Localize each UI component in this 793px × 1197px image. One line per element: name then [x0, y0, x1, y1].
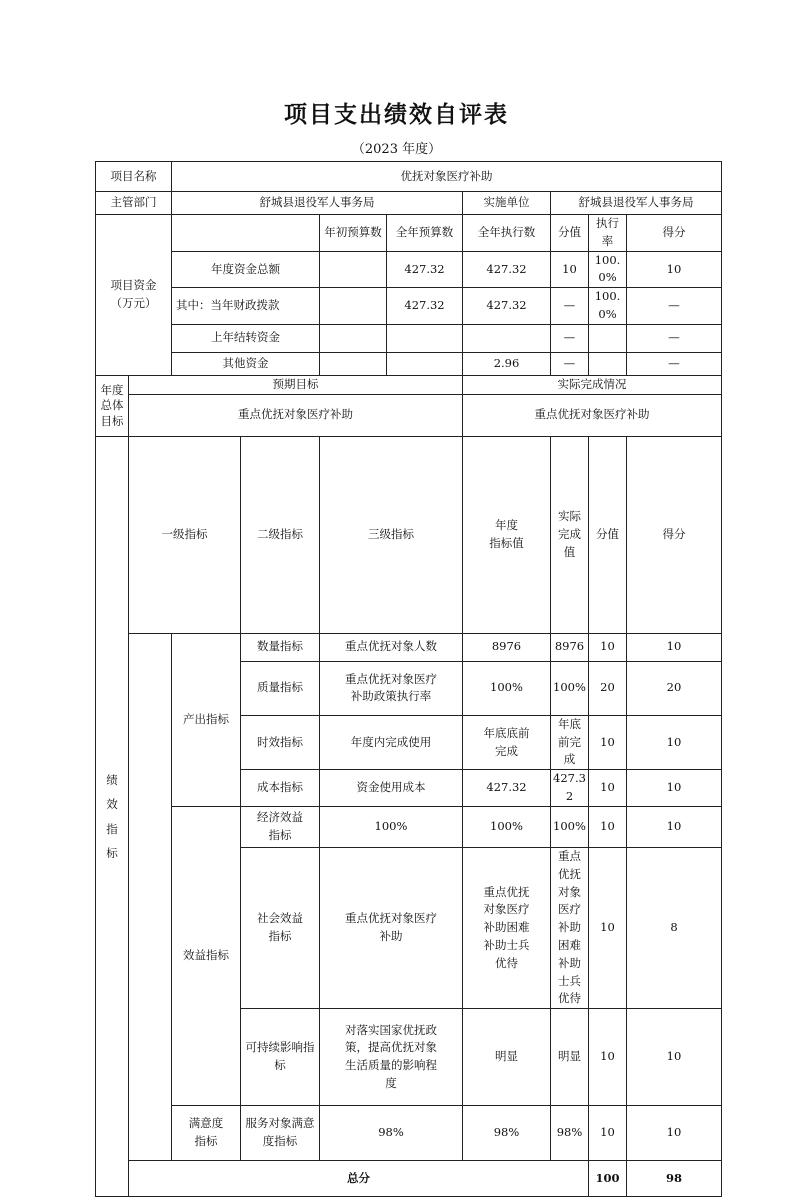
indicators-header-row	[96, 436, 722, 633]
department-name: 舒城县退役军人事务局	[172, 192, 463, 215]
performance-table	[95, 161, 722, 1197]
indicator-row-social: 社会效益 指标 重点优抚对象医疗 补助 重点优抚 对象医疗 补助困难 补助士兵 优待 重点优抚对象 医疗补助困难 补助士兵优待 10 8	[96, 847, 722, 1008]
actual-goal-header: 实际完成情况	[463, 375, 722, 394]
funds-header-blank	[172, 215, 320, 252]
header-score: 得分	[627, 215, 722, 252]
benefit-indicator-label: 效益指标	[172, 806, 241, 1105]
expected-goal-header: 预期目标	[129, 375, 463, 394]
satisfaction-indicator-label: 满意度 指标	[172, 1106, 241, 1161]
project-name-label: 项目名称	[96, 162, 172, 192]
indicator-row-quality: 质量指标 重点优抚对象医疗 补助政策执行率 100% 100% 20 20	[96, 661, 722, 715]
funds-row-total: 年度资金总额 427.32 427.32 10 100.0% 10	[96, 251, 722, 288]
indicator-row-quantity: 产出指标 数量指标 重点优抚对象人数 8976 8976 10 10	[96, 633, 722, 661]
indicators-label: 绩 效 指 标	[96, 436, 129, 1196]
total-label: 总分	[129, 1161, 589, 1197]
funds-header-row	[96, 215, 722, 252]
total-score-value: 100	[589, 1161, 627, 1197]
expected-goal: 重点优抚对象医疗补助	[129, 394, 463, 436]
unit-name: 舒城县退役军人事务局	[551, 192, 722, 215]
header-annual-budget: 全年预算数	[387, 215, 463, 252]
header-level2: 二级指标	[241, 436, 320, 633]
funds-row-other: 其他资金 2.96 — —	[96, 352, 722, 375]
project-name: 优抚对象医疗补助	[172, 162, 722, 192]
header-score-value: 分值	[551, 215, 589, 252]
indicator-row-cost: 成本指标 资金使用成本 427.32 427.32 10 10	[96, 770, 722, 807]
report-year: （2023 年度）	[351, 142, 442, 157]
indicator-row-satisfaction: 满意度 指标 服务对象满意 度指标 98% 98% 98% 10 10	[96, 1106, 722, 1161]
funds-label: 项目资金 （万元）	[96, 215, 172, 376]
unit-label: 实施单位	[463, 192, 551, 215]
department-label: 主管部门	[96, 192, 172, 215]
indicator-row-economic: 效益指标 经济效益 指标 100% 100% 100% 10 10	[96, 806, 722, 847]
funds-row-fiscal: 其中：当年财政拨款 427.32 427.32 — 100.0% —	[96, 288, 722, 325]
header-level1: 一级指标	[129, 436, 241, 633]
goals-content-row	[96, 394, 722, 436]
header-target: 年度 指标值	[463, 436, 551, 633]
total-row	[96, 1161, 722, 1197]
total-score: 98	[627, 1161, 722, 1197]
header-execution-rate: 执行率	[589, 215, 627, 252]
page-title: 项目支出绩效自评表	[284, 102, 509, 128]
project-name-row	[96, 162, 722, 192]
output-indicator-label: 产出指标	[172, 633, 241, 806]
goals-label: 年度 总体 目标	[96, 375, 129, 436]
header-annual-executed: 全年执行数	[463, 215, 551, 252]
goals-header-row	[96, 375, 722, 394]
department-row	[96, 192, 722, 215]
funds-row-carryover: 上年结转资金 — —	[96, 324, 722, 352]
header-level3: 三级指标	[320, 436, 463, 633]
actual-goal: 重点优抚对象医疗补助	[463, 394, 722, 436]
indicator-row-sustainable: 可持续影响指 标 对落实国家优抚政 策，提高优抚对象 生活质量的影响程 度 明显 明显 10 10	[96, 1009, 722, 1106]
header-initial-budget: 年初预算数	[320, 215, 387, 252]
header-actual: 实际 完成值	[551, 436, 589, 633]
indicator-row-timeliness: 时效指标 年度内完成使用 年底底前 完成 年底前完成 10 10	[96, 715, 722, 769]
indicator-gutter	[129, 633, 172, 661]
header-indicator-score-value: 分值	[589, 436, 627, 633]
header-indicator-score: 得分	[627, 436, 722, 633]
